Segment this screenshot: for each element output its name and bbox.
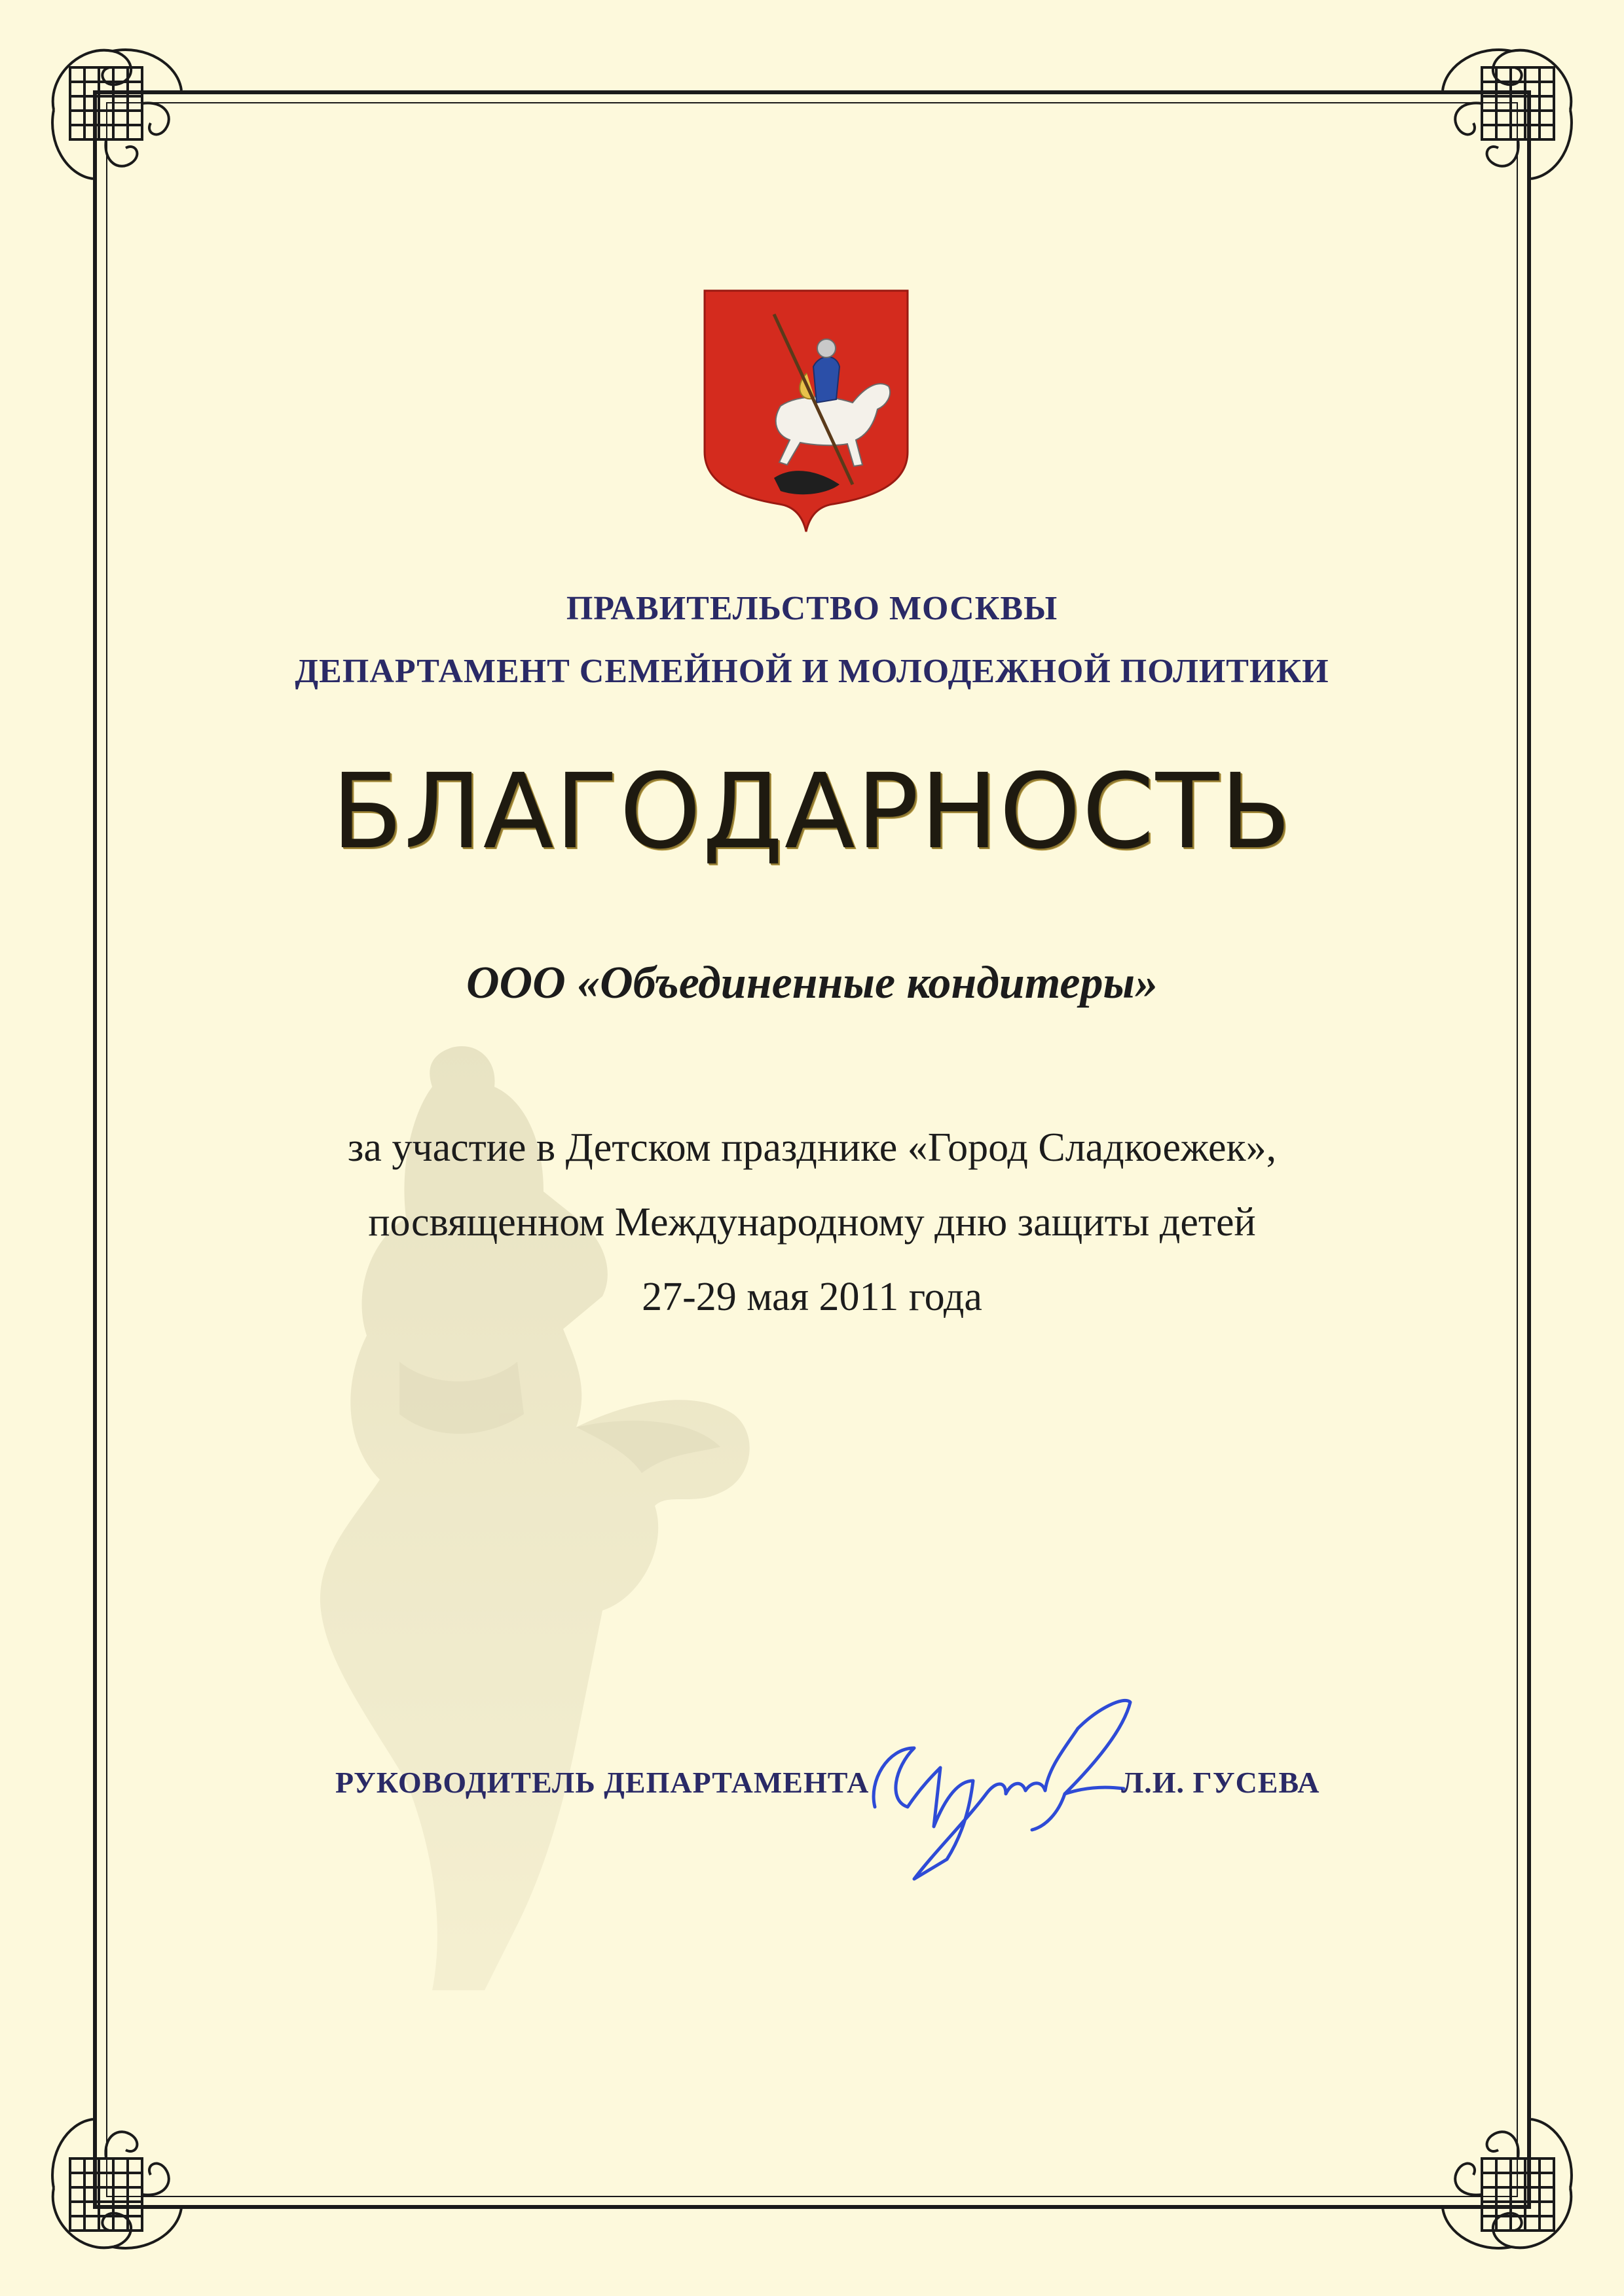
government-heading: ПРАВИТЕЛЬСТВО МОСКВЫ	[566, 590, 1058, 627]
body-text-line: посвященном Международному дню защиты детей	[368, 1200, 1256, 1245]
body-text-line: 27-29 мая 2011 года	[642, 1275, 982, 1319]
handwritten-signature-icon	[849, 1689, 1150, 1886]
body-text-line: за участие в Детском празднике «Город Сладкоежек»,	[347, 1125, 1277, 1170]
corner-ornament-icon	[41, 2109, 191, 2260]
signatory-name: Л.И. ГУСЕВА	[1121, 1766, 1320, 1799]
signatory-title: РУКОВОДИТЕЛЬ ДЕПАРТАМЕНТА	[335, 1766, 870, 1799]
corner-ornament-icon	[41, 38, 191, 189]
moscow-coat-of-arms-icon	[702, 288, 910, 534]
department-heading: ДЕПАРТАМЕНТ СЕМЕЙНОЙ И МОЛОДЕЖНОЙ ПОЛИТИКИ	[295, 653, 1329, 690]
corner-ornament-icon	[1433, 38, 1583, 189]
corner-ornament-icon	[1433, 2109, 1583, 2260]
certificate-title: БЛАГОДАРНОСТЬ	[331, 752, 1293, 872]
recipient-name: ООО «Объединенные кондитеры»	[466, 958, 1158, 1008]
